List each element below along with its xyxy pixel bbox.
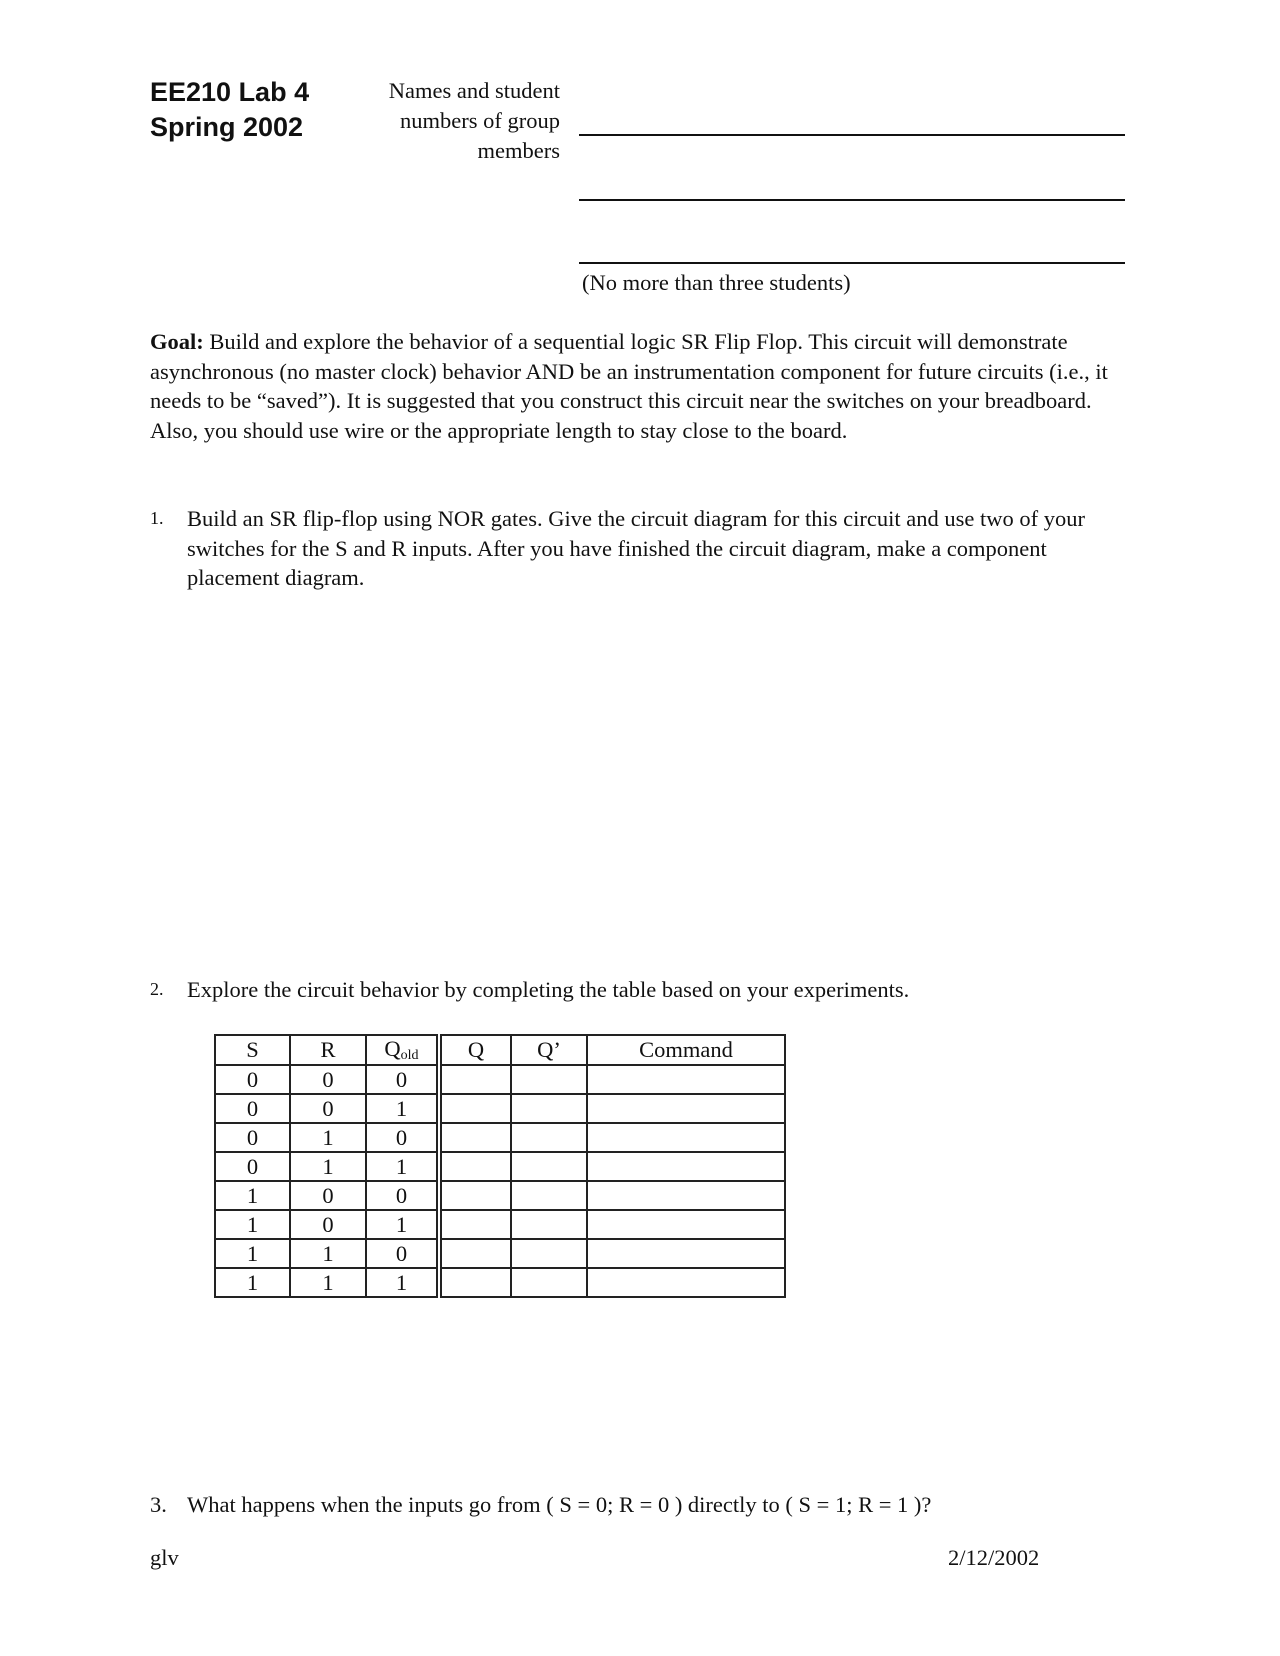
cell-qprime-blank[interactable] (511, 1123, 587, 1152)
header-command: Command (587, 1035, 785, 1065)
question-text: What happens when the inputs go from ( S = 0; R = 0 ) directly to ( S = 1; R = 1 )? (187, 1492, 932, 1517)
cell-qold: 0 (366, 1181, 439, 1210)
cell-s: 0 (215, 1152, 290, 1181)
cell-qold: 0 (366, 1065, 439, 1094)
table-row (215, 1094, 785, 1123)
cell-qold: 1 (366, 1152, 439, 1181)
header-s: S (215, 1035, 290, 1065)
table-row (215, 1239, 785, 1268)
table-row (215, 1268, 785, 1297)
name-line-2[interactable] (579, 199, 1125, 201)
cell-command-blank[interactable] (587, 1123, 785, 1152)
cell-s: 1 (215, 1210, 290, 1239)
cell-s: 1 (215, 1181, 290, 1210)
truth-table (214, 1034, 786, 1298)
cell-command-blank[interactable] (587, 1268, 785, 1297)
cell-r: 1 (290, 1239, 366, 1268)
cell-qprime-blank[interactable] (511, 1268, 587, 1297)
cell-q-blank[interactable] (439, 1210, 511, 1239)
cell-s: 1 (215, 1268, 290, 1297)
cell-r: 1 (290, 1152, 366, 1181)
lab-title (150, 75, 309, 145)
cell-s: 1 (215, 1239, 290, 1268)
names-label-line1: Names and student (388, 78, 560, 103)
name-line-3[interactable] (579, 262, 1125, 264)
cell-s: 0 (215, 1065, 290, 1094)
cell-qold: 0 (366, 1239, 439, 1268)
names-label-line3: members (477, 138, 560, 163)
cell-qold: 0 (366, 1123, 439, 1152)
header-r: R (290, 1035, 366, 1065)
table-row (215, 1210, 785, 1239)
limit-note: (No more than three students) (582, 270, 851, 295)
header-q: Q (439, 1035, 511, 1065)
cell-command-blank[interactable] (587, 1181, 785, 1210)
cell-r: 0 (290, 1094, 366, 1123)
cell-q-blank[interactable] (439, 1152, 511, 1181)
footer-author: glv (150, 1545, 179, 1570)
goal-label: Goal: (150, 329, 204, 354)
cell-q-blank[interactable] (439, 1123, 511, 1152)
cell-command-blank[interactable] (587, 1065, 785, 1094)
header-qprime: Q’ (511, 1035, 587, 1065)
cell-r: 1 (290, 1268, 366, 1297)
cell-q-blank[interactable] (439, 1094, 511, 1123)
cell-q-blank[interactable] (439, 1268, 511, 1297)
cell-r: 0 (290, 1181, 366, 1210)
name-line-1[interactable] (579, 134, 1125, 136)
cell-q-blank[interactable] (439, 1181, 511, 1210)
cell-command-blank[interactable] (587, 1210, 785, 1239)
cell-qprime-blank[interactable] (511, 1094, 587, 1123)
footer-date: 2/12/2002 (948, 1545, 1040, 1570)
cell-command-blank[interactable] (587, 1094, 785, 1123)
question-text: Explore the circuit behavior by completing the table based on your experiments. (187, 977, 910, 1002)
table-row (215, 1065, 785, 1094)
header-qold-main: Q (384, 1036, 401, 1061)
cell-qold: 1 (366, 1210, 439, 1239)
table-row (215, 1181, 785, 1210)
goal-text: Build and explore the behavior of a sequential logic SR Flip Flop. This circuit will demonstrate asynchronous (no master clock) behavior AND be an instrumentation component for future circuits (i.e., it needs to be “saved”). It is suggested that you construct this circuit near the switches on your breadboard. Also, you should use wire or the appropriate length to stay close to the board. (150, 329, 1108, 443)
question-text: Build an SR flip-flop using NOR gates. Give the circuit diagram for this circuit and use two of your switches for the S and R inputs. After you have finished the circuit diagram, make a component placement diagram. (187, 506, 1085, 590)
cell-q-blank[interactable] (439, 1065, 511, 1094)
cell-q-blank[interactable] (439, 1239, 511, 1268)
cell-qprime-blank[interactable] (511, 1065, 587, 1094)
cell-s: 0 (215, 1094, 290, 1123)
cell-r: 0 (290, 1065, 366, 1094)
header-qold-sub: old (400, 1048, 419, 1063)
cell-qold: 1 (366, 1268, 439, 1297)
cell-command-blank[interactable] (587, 1152, 785, 1181)
table-row (215, 1123, 785, 1152)
names-label (310, 76, 560, 166)
question-number: 3. (150, 1492, 167, 1517)
cell-command-blank[interactable] (587, 1239, 785, 1268)
question-number: 2. (150, 979, 164, 999)
cell-qprime-blank[interactable] (511, 1239, 587, 1268)
table-row (215, 1152, 785, 1181)
cell-qprime-blank[interactable] (511, 1210, 587, 1239)
lab-title-line1: EE210 Lab 4 (150, 77, 310, 107)
cell-r: 0 (290, 1210, 366, 1239)
table-header-row (215, 1035, 785, 1065)
cell-qprime-blank[interactable] (511, 1152, 587, 1181)
header-qold (366, 1035, 439, 1065)
goal-paragraph (150, 327, 1125, 445)
question-number: 1. (150, 508, 164, 528)
cell-s: 0 (215, 1123, 290, 1152)
cell-qold: 1 (366, 1094, 439, 1123)
cell-qprime-blank[interactable] (511, 1181, 587, 1210)
cell-r: 1 (290, 1123, 366, 1152)
lab-title-line2: Spring 2002 (150, 112, 304, 142)
names-label-line2: numbers of group (400, 108, 560, 133)
